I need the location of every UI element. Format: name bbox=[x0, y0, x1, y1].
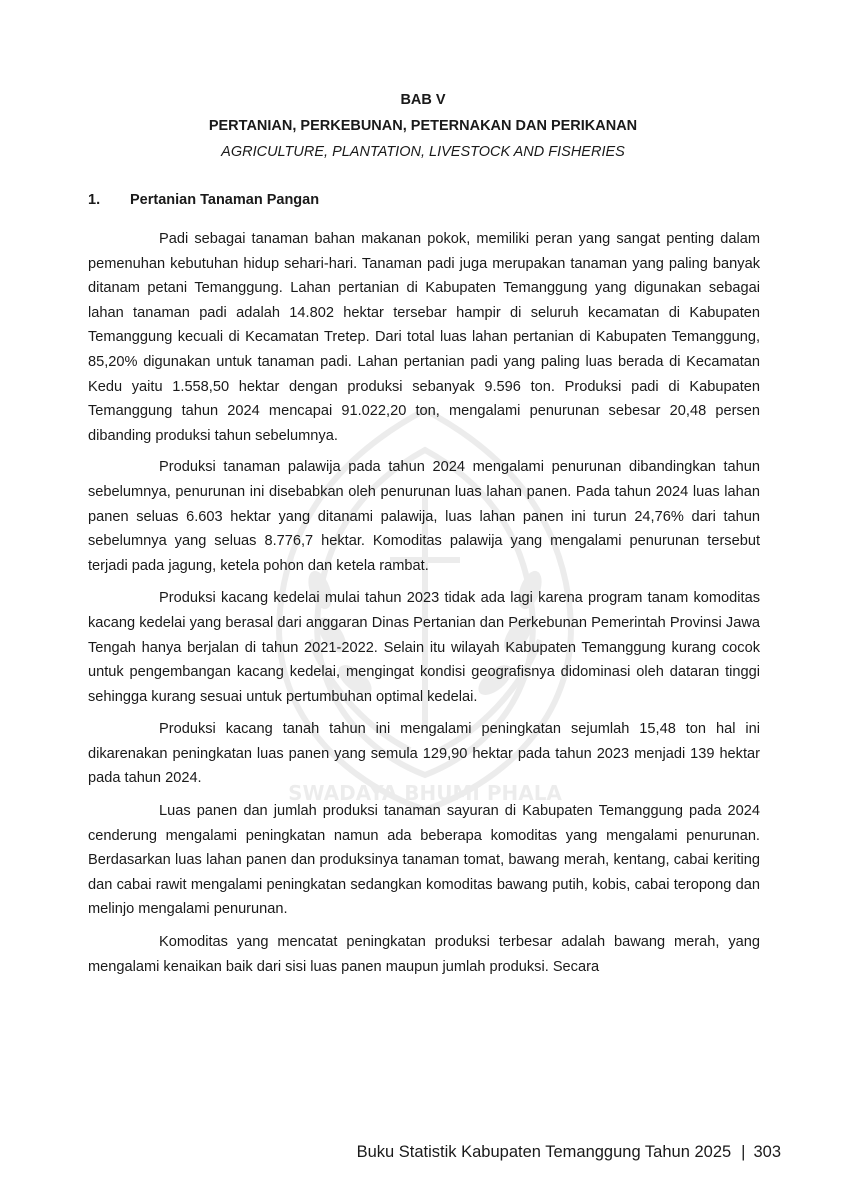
paragraph-palawija: Produksi tanaman palawija pada tahun 2024 mengalami penurunan dibandingkan tahun sebelumnya, penurunan ini disebabkan oleh penurunan luas lahan panen. Pada tahun 2024 luas lahan panen seluas 6.603 hektar yang ditanami palawija, luas lahan panen ini turun 24,76% dari tahun sebelumnya yang seluas 8.776,7 hektar. Komoditas palawija yang mengalami penurunan tersebut terjadi pada jagung, ketela pohon dan ketela rambat. bbox=[88, 459, 760, 574]
section-title: Pertanian Tanaman Pangan bbox=[130, 192, 320, 208]
body-text bbox=[88, 227, 760, 987]
paragraph-rice: Padi sebagai tanaman bahan makanan pokok, memiliki peran yang sangat penting dalam pemenuhan kebutuhan hidup sehari-hari. Tanaman padi juga merupakan tanaman yang paling banyak ditanam petani Temanggung. Lahan pertanian di Kabupaten Temanggung yang digunakan sebagai lahan tanaman padi adalah 14.802 hektar tersebar hampir di seluruh kecamatan di Kabupaten Temanggung kecuali di Kecamatan Tretep. Dari total luas lahan pertanian di Kabupaten Temanggung, 85,20% digunakan untuk tanaman padi. Lahan pertanian padi yang paling luas berada di Kecamatan Kedu yaitu 1.558,50 hektar dengan produksi sebanyak 9.596 ton. Produksi padi di Kabupaten Temanggung tahun 2024 mencapai 91.022,20 ton, mengalami penurunan sebesar 20,48 persen dibanding produksi tahun sebelumnya. bbox=[88, 231, 760, 444]
footer-separator: | bbox=[741, 1143, 746, 1161]
paragraph-peanut: Produksi kacang tanah tahun ini mengalami peningkatan sejumlah 15,48 ton hal ini dikarenakan peningkatan luas panen yang semula 129,90 hektar pada tahun 2023 menjadi 139 hektar pada tahun 2024. bbox=[88, 721, 760, 787]
watermark-motto: SWADAYA BHUMI PHALA bbox=[288, 781, 562, 805]
chapter-title-english: AGRICULTURE, PLANTATION, LIVESTOCK AND FISHERIES bbox=[221, 144, 625, 160]
page-number: 303 bbox=[753, 1143, 781, 1161]
chapter-header bbox=[88, 88, 758, 164]
page-footer bbox=[357, 1140, 781, 1164]
paragraph-soybean: Produksi kacang kedelai mulai tahun 2023 tidak ada lagi karena program tanam komoditas kacang kedelai yang berasal dari anggaran Dinas Pertanian dan Perkebunan Pemerintah Provinsi Jawa Tengah hanya berjalan di tahun 2021-2022. Selain itu wilayah Kabupaten Temanggung kurang cocok untuk pengembangan kacang kedelai, mengingat kondisi geografisnya didominasi oleh dataran tinggi sehingga kurang sesuai untuk pertumbuhan optimal kedelai. bbox=[88, 590, 760, 705]
section-heading bbox=[88, 189, 760, 211]
chapter-title: PERTANIAN, PERKEBUNAN, PETERNAKAN DAN PERIKANAN bbox=[208, 118, 638, 134]
section-number: 1. bbox=[88, 192, 101, 208]
paragraph-vegetables: Luas panen dan jumlah produksi tanaman sayuran di Kabupaten Temanggung pada 2024 cenderung mengalami peningkatan namun ada beberapa komoditas yang mengalami penurunan. Berdasarkan luas lahan panen dan produksinya tanaman tomat, bawang merah, kentang, cabai keriting dan cabai rawit mengalami peningkatan sedangkan komoditas bawang putih, kobis, cabai teropong dan melinjo mengalami penurunan. bbox=[88, 803, 760, 918]
footer-book-title: Buku Statistik Kabupaten Temanggung Tahun 2025 bbox=[356, 1143, 732, 1161]
chapter-number: BAB V bbox=[400, 92, 446, 108]
paragraph-shallot: Komoditas yang mencatat peningkatan produksi terbesar adalah bawang merah, yang mengalami kenaikan baik dari sisi luas panen maupun jumlah produksi. Secara bbox=[88, 934, 760, 975]
